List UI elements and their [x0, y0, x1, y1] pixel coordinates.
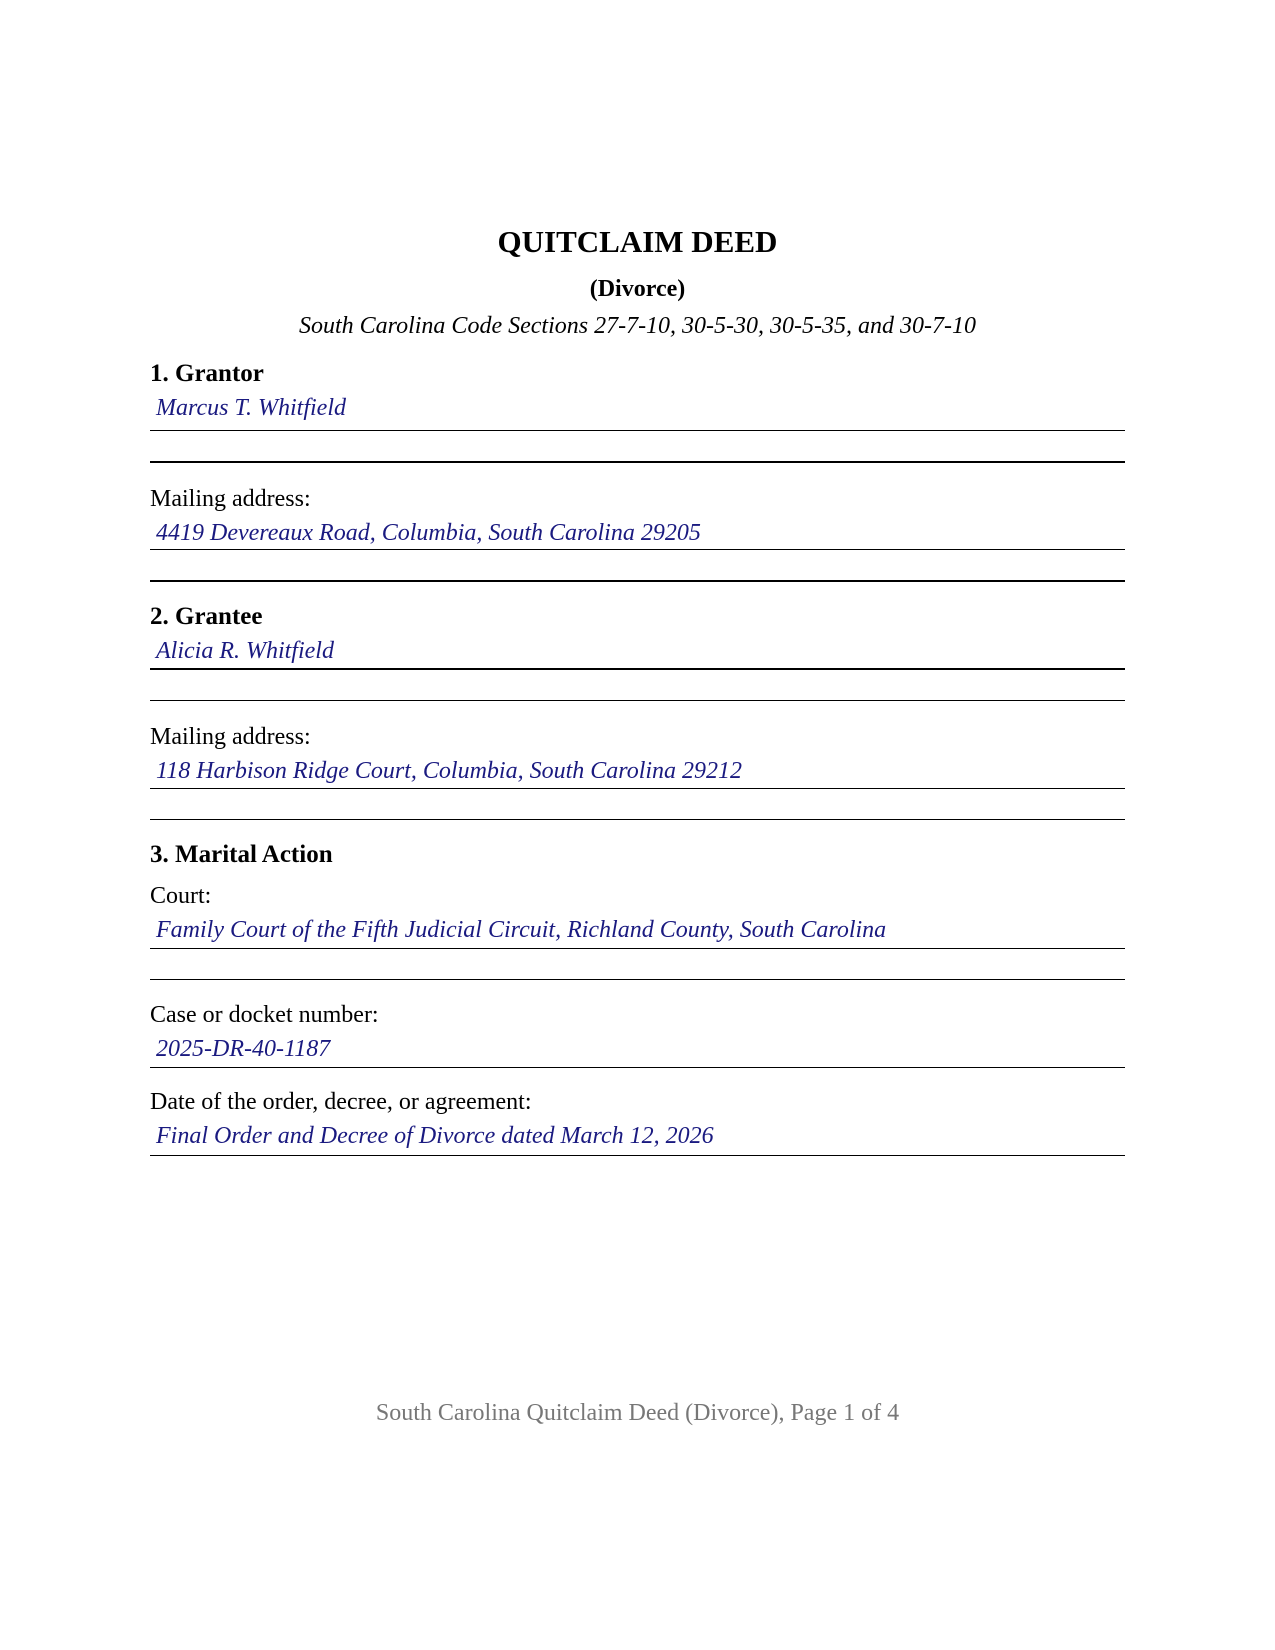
- court-extra-line: [150, 979, 1125, 980]
- order-date-line: [150, 1155, 1125, 1156]
- grantor-address-extra-line: [150, 580, 1125, 582]
- grantor-heading: 1. Grantor: [150, 360, 264, 387]
- case-number-label: Case or docket number:: [150, 1002, 379, 1028]
- case-number-value: 2025-DR-40-1187: [156, 1036, 331, 1062]
- marital-action-heading: 3. Marital Action: [150, 841, 333, 868]
- grantee-address-extra-line: [150, 819, 1125, 820]
- grantee-address-line: [150, 788, 1125, 789]
- order-date-label: Date of the order, decree, or agreement:: [150, 1089, 532, 1115]
- grantor-name-value: Marcus T. Whitfield: [156, 395, 346, 421]
- court-label: Court:: [150, 883, 212, 909]
- statute-reference: South Carolina Code Sections 27-7-10, 30-5-30, 30-5-35, and 30-7-10: [298, 313, 977, 339]
- grantee-heading: 2. Grantee: [150, 603, 263, 630]
- grantor-name-line: [150, 430, 1125, 431]
- grantee-name-extra-line: [150, 700, 1125, 701]
- order-date-value: Final Order and Decree of Divorce dated March 12, 2026: [156, 1123, 714, 1149]
- grantee-name-line: [150, 668, 1125, 670]
- grantor-address-label: Mailing address:: [150, 486, 311, 512]
- page-footer: South Carolina Quitclaim Deed (Divorce), Page 1 of 4: [375, 1400, 900, 1426]
- grantor-address-value: 4419 Devereaux Road, Columbia, South Carolina 29205: [156, 520, 701, 546]
- document-subtitle: (Divorce): [589, 276, 686, 302]
- grantor-address-line: [150, 549, 1125, 550]
- court-value: Family Court of the Fifth Judicial Circuit, Richland County, South Carolina: [156, 917, 887, 943]
- grantee-address-value: 118 Harbison Ridge Court, Columbia, South Carolina 29212: [156, 758, 743, 784]
- grantor-name-extra-line: [150, 461, 1125, 463]
- grantee-address-label: Mailing address:: [150, 724, 311, 750]
- grantee-name-value: Alicia R. Whitfield: [156, 638, 334, 664]
- case-number-line: [150, 1067, 1125, 1068]
- document-title: QUITCLAIM DEED: [497, 224, 778, 259]
- court-line: [150, 948, 1125, 949]
